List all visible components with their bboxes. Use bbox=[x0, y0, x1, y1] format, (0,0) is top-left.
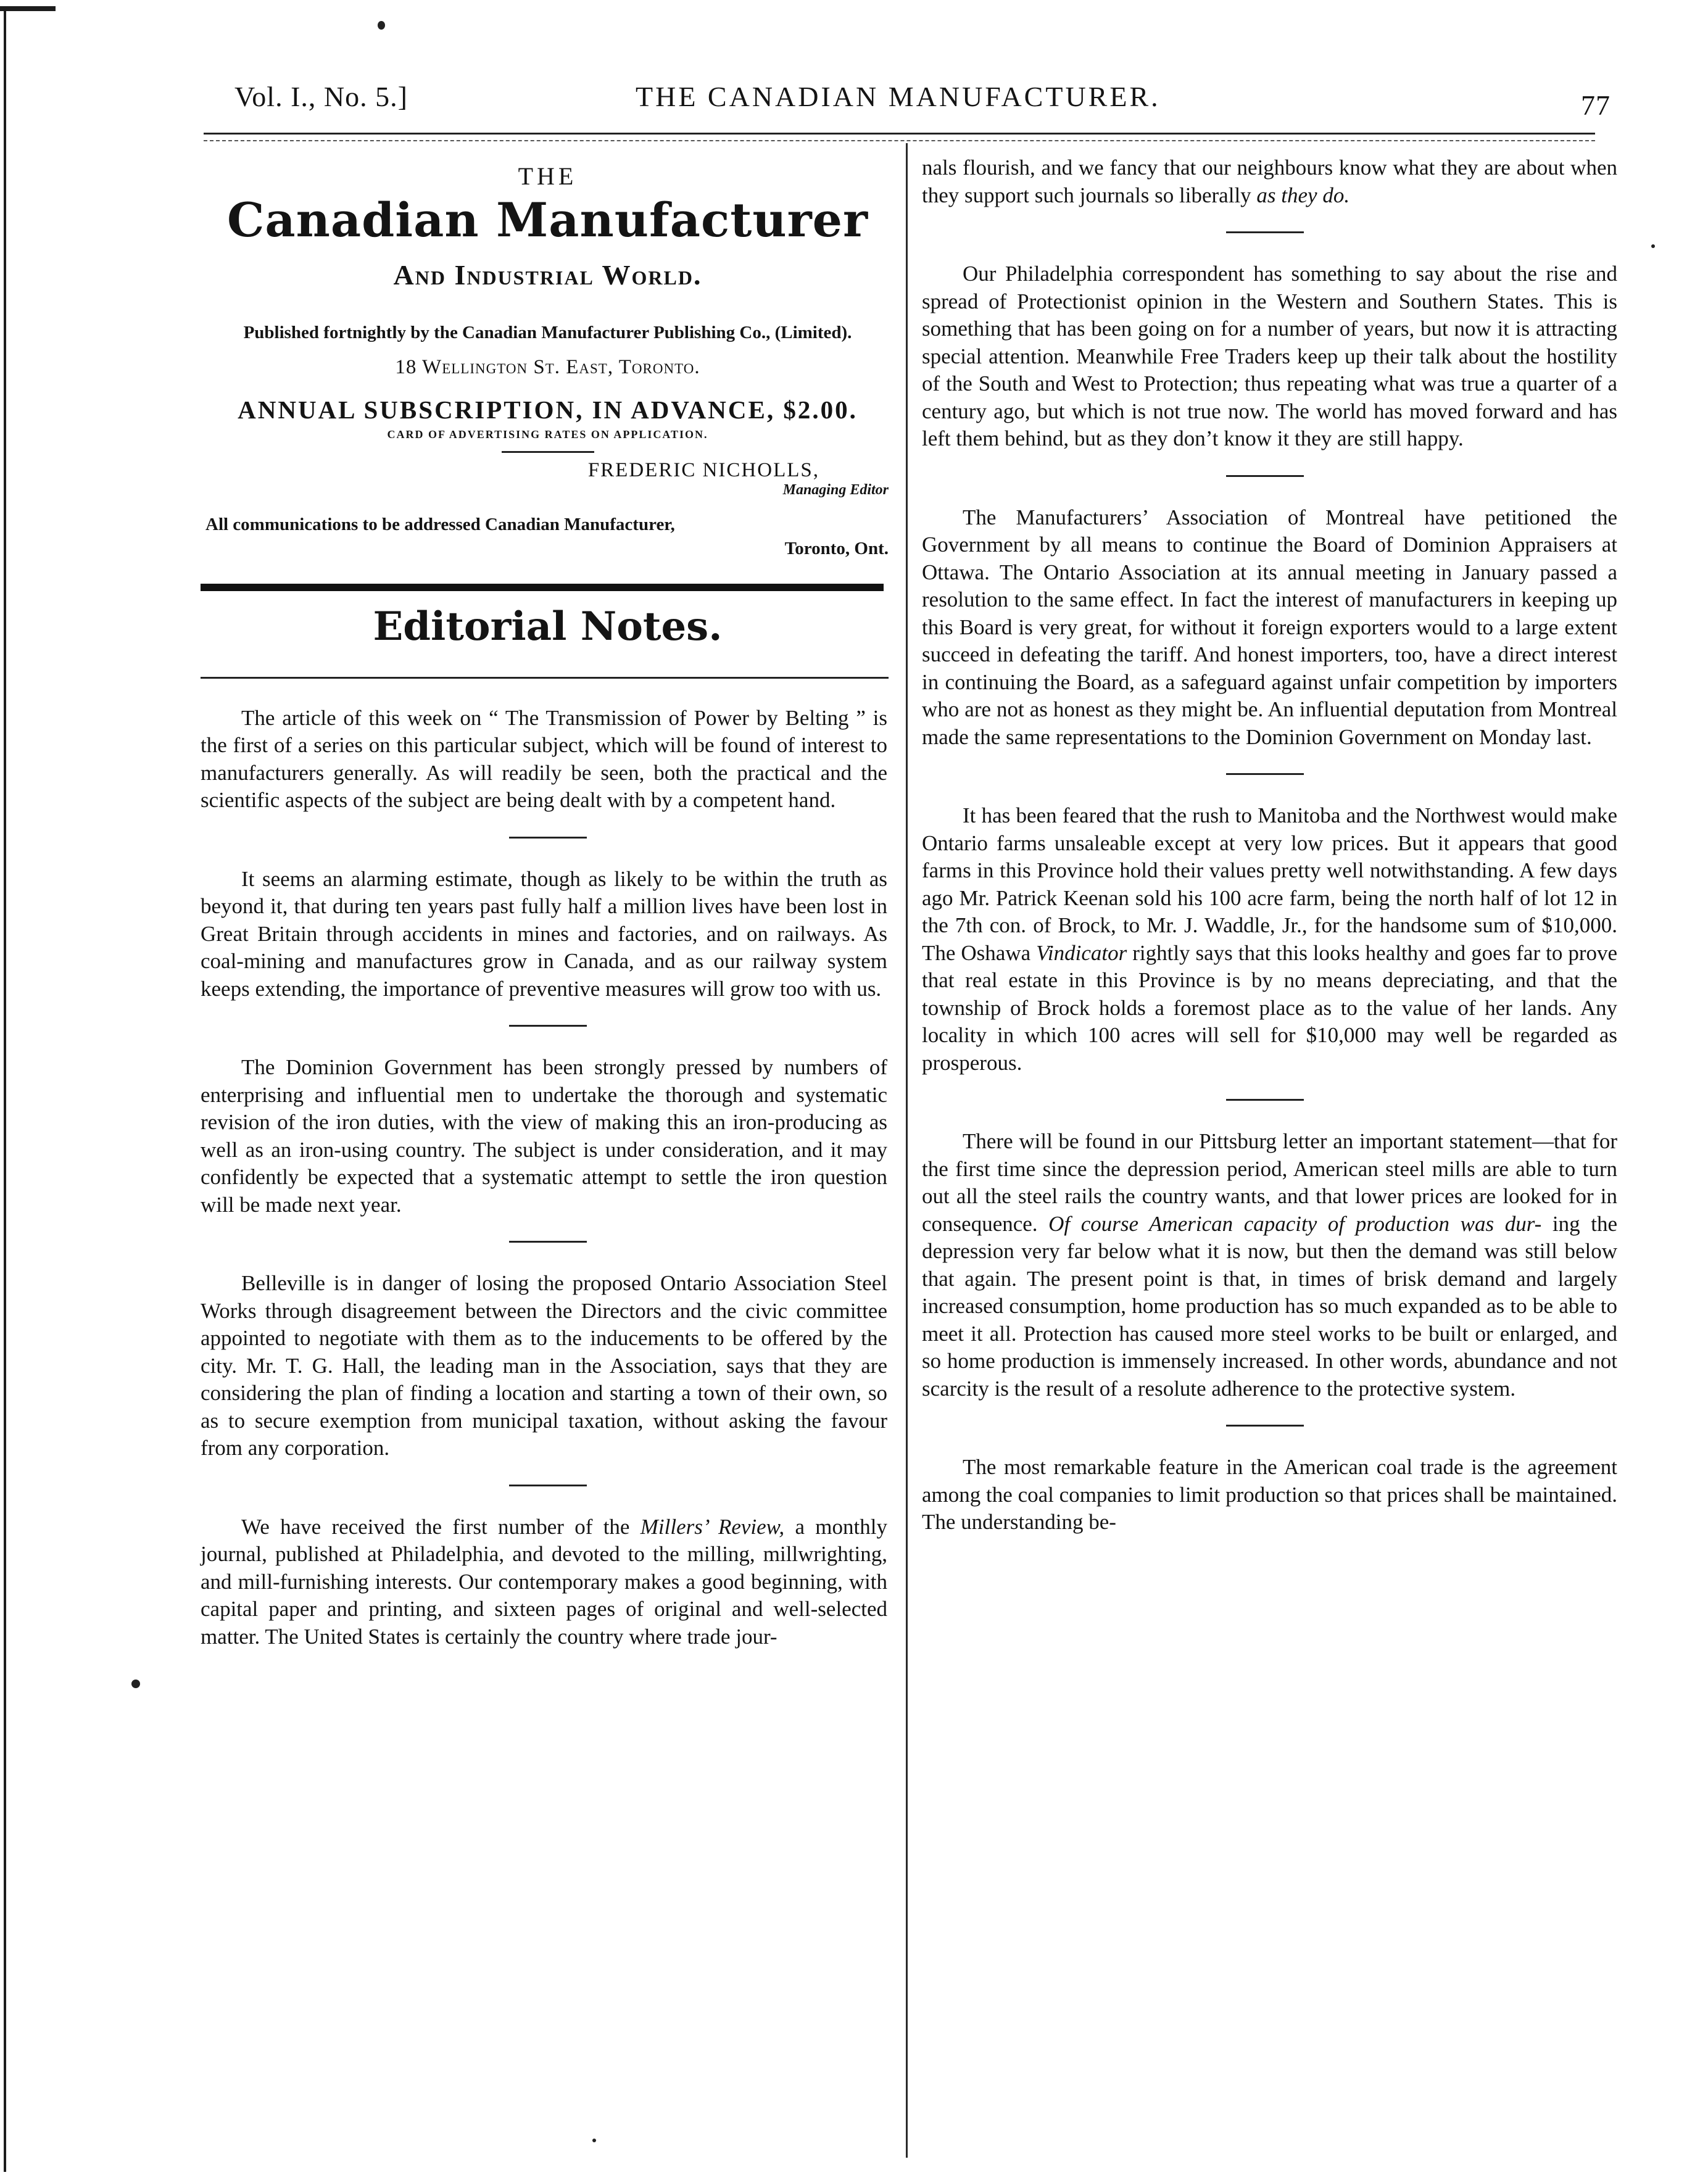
note-accidents: It seems an alarming estimate, though as likely to be within the truth as beyond it, that during ten years past fully half a million lives have been lost in Great Britain through accidents in mines and factories, and on railways. As coal-mining and manufactures grow in Canada, and as our railway system keeps extending, the importance of preventive measures will grow too with us. bbox=[201, 866, 887, 1001]
note-belting: The article of this week on “ The Transmission of Power by Belting ” is the first of a series on this particular subject, which will be found of interest to manufacturers generally. As will readily be seen, both the practical and the scientific aspects of the subject are being dealt with by a competent hand. bbox=[201, 705, 887, 813]
advertising-note: CARD OF ADVERTISING RATES ON APPLICATION. bbox=[387, 428, 708, 441]
section-heading: Editorial Notes. bbox=[373, 603, 723, 650]
newspaper-name: Vindicator bbox=[1036, 940, 1127, 965]
section-rule bbox=[201, 677, 889, 679]
editor-role: Managing Editor bbox=[782, 481, 889, 498]
note-separator bbox=[509, 1241, 587, 1243]
note-separator bbox=[1226, 475, 1304, 477]
note-separator bbox=[509, 1025, 587, 1027]
communications-place: Toronto, Ont. bbox=[784, 538, 889, 558]
thick-rule bbox=[201, 584, 884, 591]
note-continuation bbox=[912, 154, 1617, 209]
millers-text-after: a monthly journal, published at Philadelphia, and devoted to the milling, millwrighting, and mill-furnishing interests. Our contemporary makes a good beginning, with capital paper and printing, and sixteen pages of original and well-selected matter. The United States is certainly the country where trade jour- bbox=[201, 1514, 887, 1649]
header-rule-dashed bbox=[204, 140, 1595, 141]
masthead-the: THE bbox=[518, 162, 578, 190]
journal-name: Millers’ Review, bbox=[640, 1514, 785, 1539]
note-separator bbox=[1226, 1425, 1304, 1427]
publisher-address: 18 Wellington St. East, Toronto. bbox=[395, 355, 700, 378]
left-column bbox=[201, 143, 895, 1651]
note-manitoba bbox=[912, 802, 1617, 1077]
continuation-text: nals flourish, and we fancy that our neighbours know what they are about when they support such journals so liberally bbox=[922, 155, 1617, 207]
running-title: THE CANADIAN MANUFACTURER. bbox=[636, 81, 1161, 112]
note-millers-review bbox=[201, 1514, 895, 1651]
volume-number: Vol. I., No. 5.] bbox=[234, 81, 408, 112]
subscription-price: ANNUAL SUBSCRIPTION, IN ADVANCE, $2.00. bbox=[238, 395, 858, 424]
publisher-line: Published fortnightly by the Canadian Manufacturer Publishing Co., (Limited). bbox=[243, 322, 852, 342]
editor-name: FREDERIC NICHOLLS, bbox=[587, 458, 819, 481]
note-montreal-association: The Manufacturers’ Association of Montreal have petitioned the Government by all means to continue the Board of Dominion Appraisers at Ottawa. The Ontario Association at its annual meeting in January passed a resolution to the same effect. In fact the interest of manufacturers in keeping up this Board is very great, for without it foreign exporters would to a large extent succeed in defeating the tariff. And honest importers, too, have a direct interest in continuing the Board, as a safeguard against unfair competition by importers who are not as honest as they might be. An influential deputation from Montreal made the same representations to the Dominion Government on Monday last. bbox=[922, 505, 1617, 749]
note-coal-trade: The most remarkable feature in the American coal trade is the agreement among the coal companies to limit production so that prices shall be maintained. The understanding be- bbox=[922, 1455, 1617, 1534]
note-pittsburg bbox=[912, 1128, 1617, 1402]
masthead-title: Canadian Manufacturer bbox=[226, 193, 869, 247]
millers-text-before: We have received the first number of the bbox=[241, 1514, 640, 1539]
speck bbox=[131, 1680, 140, 1688]
speck bbox=[378, 21, 385, 30]
short-rule bbox=[502, 451, 594, 453]
manitoba-text-after: rightly says that this looks healthy and goes far to prove that real estate in this Province is by no means depreciating, and that the township of Brock holds a foremost place as to the value of her lands. Any locality in which 100 acres will sell for $10,000 may well be regarded as prosperous. bbox=[922, 940, 1618, 1075]
header-rule bbox=[204, 133, 1595, 135]
note-separator bbox=[509, 837, 587, 839]
note-iron-duties: The Dominion Government has been strongly pressed by numbers of enterprising and influential men to undertake the thorough and systematic revision of the iron duties, with the view of making this an iron-producing as well as an iron-using country. The subject is under consideration, and it may confidently be expected that a systematic attempt to settle the iron question will be made next year. bbox=[201, 1055, 887, 1217]
speck bbox=[1651, 244, 1655, 248]
masthead-subtitle: And Industrial World. bbox=[393, 259, 702, 291]
pittsburg-italic: Of course American capacity of production was dur- bbox=[1048, 1211, 1542, 1236]
page-edge-mark bbox=[0, 6, 56, 11]
continuation-italic: as they do. bbox=[1256, 183, 1350, 207]
note-belleville: Belleville is in danger of losing the proposed Ontario Association Steel Works through disagreement between the Directors and the civic committee appointed to negotiate with them as to the inducements to be offered by the city. Mr. T. G. Hall, the leading man in the Association, says that they are considering the plan of finding a location and starting a town of their own, so as to secure exemption from municipal taxation, without asking the favour from any corporation. bbox=[201, 1271, 887, 1460]
right-column bbox=[912, 154, 1617, 1536]
communications-note: All communications to be addressed Canadian Manufacturer, bbox=[205, 514, 675, 534]
note-separator bbox=[1226, 1099, 1304, 1101]
pittsburg-text-after: ing the depression very far below what it is now, but then the demand was still below that again. The present point is that, in times of brisk demand and largely increased consumption, home production has so much expanded as to be able to meet it all. Protection has caused more steel works to be built or enlarged, and so home production is immensely increased. In other words, abundance and not scarcity is the result of a resolute adherence to the protective system. bbox=[922, 1211, 1617, 1401]
note-separator bbox=[509, 1485, 587, 1486]
page-edge-line bbox=[4, 6, 6, 2172]
running-head bbox=[234, 80, 1611, 130]
column-divider bbox=[906, 143, 908, 2158]
pittsburg-text-before: There will be found in our Pittsburg letter an important statement—that for the first time since the depression period, American steel mills are able to turn out all the steel rails the country wants, and that lower prices are looked for in consequence. bbox=[922, 1129, 1617, 1236]
note-philadelphia: Our Philadelphia correspondent has something to say about the rise and spread of Protectionist opinion in the Western and Southern States. This is something that has been going on for a number of years, but now it is attracting special attention. Meanwhile Free Traders keep up their talk about the hostility of the South and West to Protection; thus repeating what was true a quarter of a century ago, but which is not true now. The world has moved forward and has left them behind, but as they don’t know it they are still happy. bbox=[922, 262, 1617, 450]
speck bbox=[592, 2139, 596, 2142]
manitoba-text-before: It has been feared that the rush to Manitoba and the Northwest would make Ontario farms unsaleable except at very low prices. But it appears that good farms in this Province hold their values pretty well notwithstanding. A few days ago Mr. Patrick Keenan sold his 100 acre farm, being the north half of lot 12 in the 7th con. of Brock, to Mr. J. Waddle, Jr., for the handsome sum of $10,000. The Oshawa bbox=[922, 803, 1617, 965]
note-separator bbox=[1226, 231, 1304, 233]
note-separator bbox=[1226, 773, 1304, 775]
page-number: 77 bbox=[1581, 89, 1611, 121]
